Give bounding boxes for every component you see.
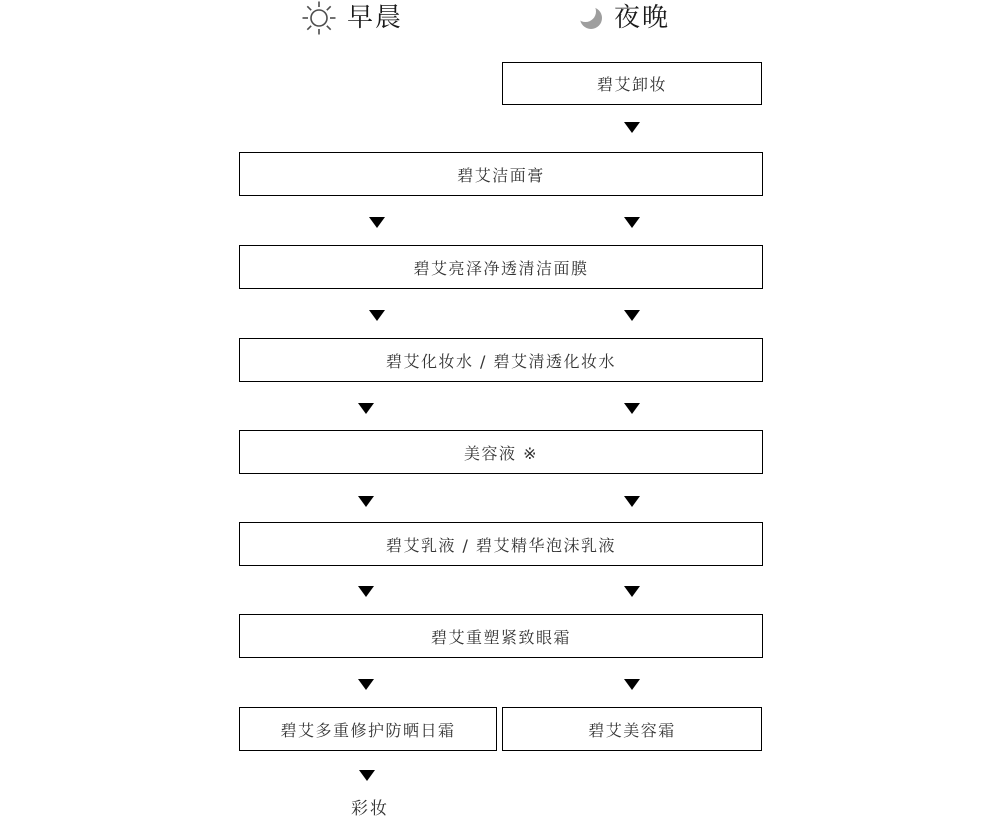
- sun-icon: [301, 0, 337, 36]
- step-label: 碧艾美容霜: [588, 720, 676, 740]
- step-toner: [239, 338, 763, 382]
- arrow-down-icon: [369, 217, 385, 228]
- arrow-down-icon: [624, 496, 640, 507]
- arrow-down-icon: [624, 679, 640, 690]
- step-cleansing-cream: [239, 152, 763, 196]
- arrow-down-icon: [624, 310, 640, 321]
- step-lotion: [239, 522, 763, 566]
- header-morning: [301, 0, 403, 36]
- step-eye-cream: [239, 614, 763, 658]
- step-label: 碧艾亮泽净透清洁面膜: [413, 258, 589, 278]
- arrow-down-icon: [624, 403, 640, 414]
- step-beauty-cream: [502, 707, 762, 751]
- arrow-down-icon: [358, 586, 374, 597]
- arrow-down-icon: [624, 122, 640, 133]
- night-title: 夜晚: [614, 3, 671, 33]
- step-label: 碧艾乳液 / 碧艾精华泡沫乳液: [385, 535, 617, 555]
- arrow-down-icon: [624, 217, 640, 228]
- arrow-down-icon: [359, 770, 375, 781]
- step-label: 美容液 ※: [464, 443, 538, 463]
- step-label: 碧艾卸妆: [596, 75, 667, 94]
- step-label: 碧艾洁面膏: [457, 165, 545, 185]
- step-label: 碧艾重塑紧致眼霜: [430, 627, 571, 647]
- arrow-down-icon: [358, 403, 374, 414]
- footer-makeup-label: 彩妆: [351, 799, 389, 819]
- header-night: [578, 0, 670, 36]
- step-makeup-remover: [502, 62, 762, 105]
- step-essence: [239, 430, 763, 474]
- step-cleansing-mask: [239, 245, 763, 289]
- step-label: 碧艾化妆水 / 碧艾清透化妆水: [385, 351, 617, 371]
- arrow-down-icon: [369, 310, 385, 321]
- arrow-down-icon: [358, 496, 374, 507]
- morning-title: 早晨: [347, 3, 404, 33]
- arrow-down-icon: [624, 586, 640, 597]
- arrow-down-icon: [358, 679, 374, 690]
- step-label: 碧艾多重修护防晒日霜: [280, 720, 456, 740]
- step-day-cream-spf: [239, 707, 497, 751]
- moon-icon: [578, 5, 604, 31]
